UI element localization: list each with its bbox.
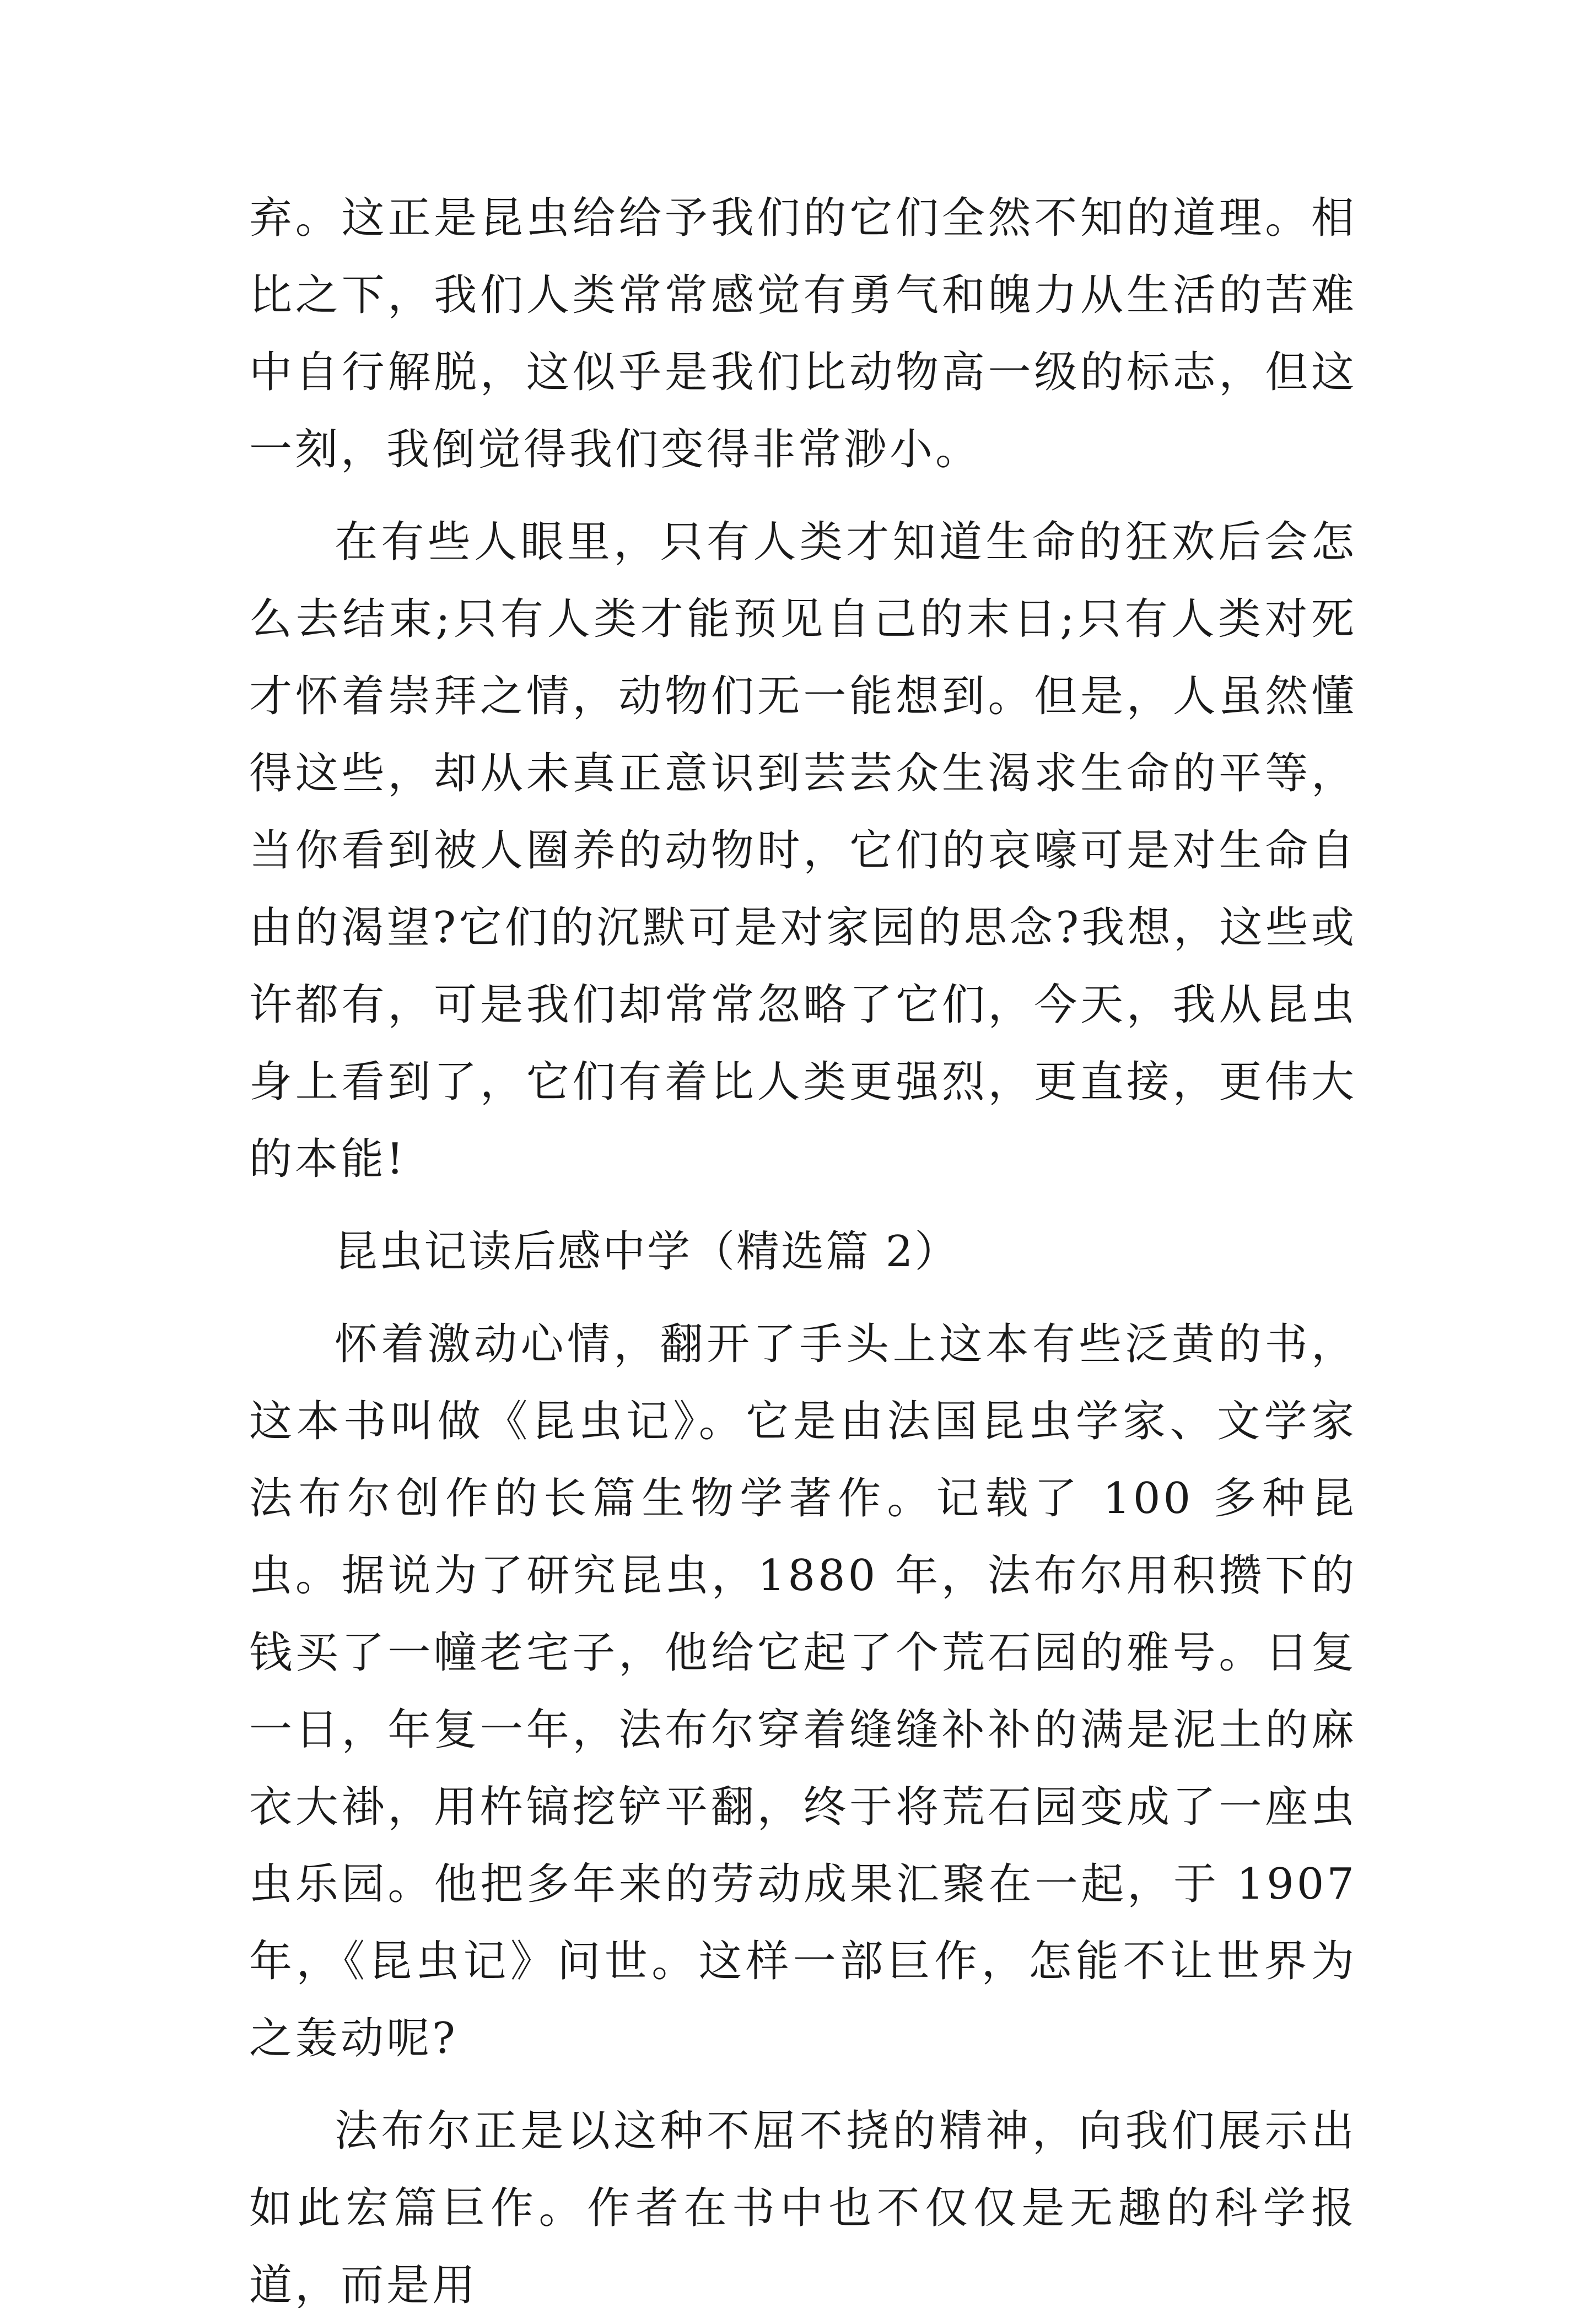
- paragraph-gap: [249, 2077, 1357, 2093]
- paragraph-human-instinct: 在有些人眼里，只有人类才知道生命的狂欢后会怎么去结束;只有人类才能预见自己的末日;只有人类对死才怀着崇拜之情，动物们无一能想到。但是，人虽然懂得这些，却从未真正意识到芸芸众生渴求生命的平等，当你看到被人圈养的动物时，它们的哀嚎可是对生命自由的渴望?它们的沉默可是对家园的思念?我想，这些或许都有，可是我们却常常忽略了它们，今天，我从昆虫身上看到了，它们有着比人类更强烈，更直接，更伟大的本能!: [249, 517, 1357, 1184]
- paragraph-gap: [249, 488, 1357, 504]
- paragraph-gap: [249, 1198, 1357, 1213]
- paragraph-author-spirit: 法布尔正是以这种不屈不挠的精神，向我们展示出如此宏篇巨作。作者在书中也不仅仅是无趣的科学报道，而是用: [249, 2106, 1357, 2310]
- paragraph-book-intro: 怀着激动心情，翻开了手头上这本有些泛黄的书，这本书叫做《昆虫记》。它是由法国昆虫学家、文学家法布尔创作的长篇生物学著作。记载了 100 多种昆虫。据说为了研究昆虫，1880 年，法布尔用积攒下的钱买了一幢老宅子，他给它起了个荒石园的雅号。日复一日，年复一年，法布尔穿着缝缝补补的满是泥土的麻衣大褂，用杵镐挖铲平翻，终于将荒石园变成了一座虫虫乐园。他把多年来的劳动成果汇聚在一起，于 1907 年，《昆虫记》问世。这样一部巨作，怎能不让世界为之轰动呢?: [249, 1320, 1357, 2063]
- document-body: [249, 180, 1357, 2324]
- section-heading: 昆虫记读后感中学（精选篇 2）: [335, 1227, 960, 1277]
- paragraph-gap: [249, 1290, 1357, 1306]
- paragraph-continued: 弃。这正是昆虫给给予我们的它们全然不知的道理。相比之下，我们人类常常感觉有勇气和魄力从生活的苦难中自行解脱，这似乎是我们比动物高一级的标志，但这一刻，我倒觉得我们变得非常渺小。: [249, 193, 1357, 474]
